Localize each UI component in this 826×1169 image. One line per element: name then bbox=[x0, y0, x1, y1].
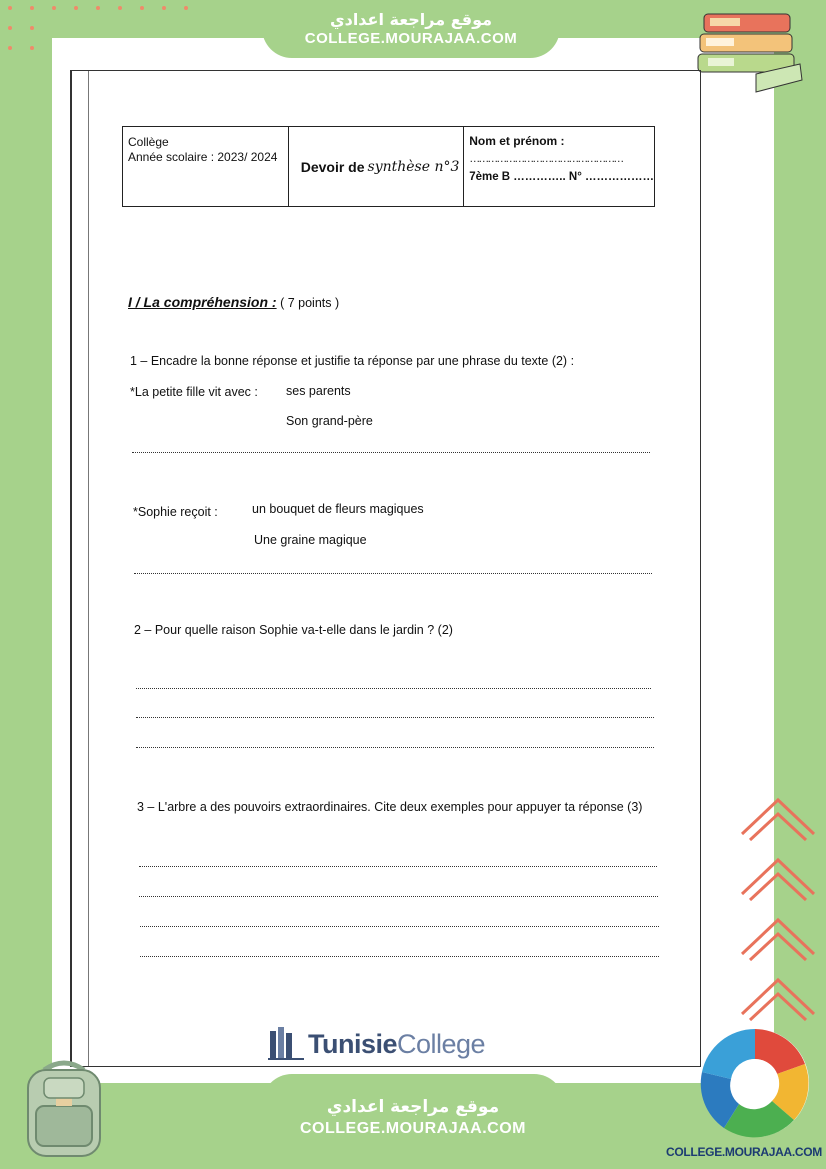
sheet-inner-edge bbox=[88, 71, 89, 1066]
education-wheel-icon bbox=[694, 1024, 816, 1142]
logo-text-part1: Tunisie bbox=[308, 1028, 398, 1059]
q2-answer-line-1[interactable] bbox=[136, 688, 651, 689]
logo-text-part2: College bbox=[397, 1028, 486, 1059]
name-field-dots[interactable]: …………………………………………… bbox=[469, 153, 623, 165]
q1-item-1-prompt: *La petite fille vit avec : bbox=[130, 385, 258, 399]
decorative-dot bbox=[74, 6, 78, 10]
header-banner bbox=[262, 0, 560, 58]
question-1-text: 1 – Encadre la bonne réponse et justifie ta réponse par une phrase du texte (2) : bbox=[130, 354, 575, 368]
decorative-dot bbox=[8, 46, 12, 50]
q1-item-2-option-2[interactable]: Une graine magique bbox=[254, 533, 367, 547]
section-title: I / La compréhension : bbox=[128, 294, 277, 310]
tunisie-college-logo bbox=[268, 1024, 485, 1064]
q2-answer-line-2[interactable] bbox=[136, 717, 654, 718]
q1-item-1-option-1[interactable]: ses parents bbox=[286, 384, 351, 398]
footer-banner bbox=[262, 1074, 564, 1169]
section-points: ( 7 points ) bbox=[280, 296, 340, 310]
q1-item-2-answer-line[interactable] bbox=[134, 573, 652, 574]
question-2-text: 2 – Pour quelle raison Sophie va-t-elle dans le jardin ? (2) bbox=[134, 623, 453, 637]
decorative-dot bbox=[140, 6, 144, 10]
q3-answer-line-4[interactable] bbox=[140, 956, 659, 957]
school-cell bbox=[123, 127, 289, 206]
q1-item-1-answer-line[interactable] bbox=[132, 452, 650, 453]
decorative-dot bbox=[184, 6, 188, 10]
decorative-dot bbox=[30, 46, 34, 50]
decorative-dot bbox=[8, 6, 12, 10]
q3-answer-line-1[interactable] bbox=[139, 866, 657, 867]
decorative-dot bbox=[8, 26, 12, 30]
school-year: Année scolaire : 2023/ 2024 bbox=[128, 150, 278, 164]
exam-title-handwritten: synthèse n°3 bbox=[367, 158, 460, 175]
class-number-line[interactable]: 7ème B ………….. N° ……………… bbox=[469, 171, 654, 183]
footer-arabic-title: موقع مراجعة اعدادي bbox=[326, 1097, 500, 1117]
q1-item-1-option-2[interactable]: Son grand-père bbox=[286, 414, 373, 428]
decorative-dot bbox=[52, 6, 56, 10]
exam-title: Devoir de bbox=[300, 158, 365, 175]
header-arabic-title: موقع مراجعة اعدادي bbox=[329, 10, 493, 29]
q3-answer-line-3[interactable] bbox=[140, 926, 659, 927]
question-3-text: 3 – L'arbre a des pouvoirs extraordinaires. Cite deux exemples pour appuyer ta réponse (3) bbox=[137, 800, 643, 814]
decorative-dot bbox=[162, 6, 166, 10]
decorative-dot bbox=[30, 6, 34, 10]
footer-site-link[interactable]: COLLEGE.MOURAJAA.COM bbox=[300, 1120, 526, 1137]
chevron-up-decoration-icon bbox=[738, 790, 818, 1030]
q3-answer-line-2[interactable] bbox=[139, 896, 658, 897]
q2-answer-line-3[interactable] bbox=[136, 747, 654, 748]
section-heading bbox=[128, 294, 339, 310]
header-site-link[interactable]: COLLEGE.MOURAJAA.COM bbox=[304, 30, 518, 47]
backpack-icon bbox=[14, 1056, 114, 1160]
name-label: Nom et prénom : bbox=[469, 134, 565, 148]
exam-sheet-border bbox=[70, 70, 701, 1067]
decorative-dot bbox=[96, 6, 100, 10]
books-icon bbox=[696, 10, 806, 96]
exam-header-table bbox=[122, 126, 655, 207]
book-logo-icon bbox=[268, 1027, 304, 1061]
exam-title-cell bbox=[289, 127, 465, 206]
student-info-cell bbox=[464, 127, 654, 206]
brand-site-text[interactable]: COLLEGE.MOURAJAA.COM bbox=[666, 1145, 823, 1159]
decorative-dot bbox=[30, 26, 34, 30]
q1-item-2-prompt: *Sophie reçoit : bbox=[133, 505, 218, 519]
school-label: Collège bbox=[128, 135, 169, 149]
q1-item-2-option-1[interactable]: un bouquet de fleurs magiques bbox=[252, 502, 424, 516]
decorative-dot bbox=[118, 6, 122, 10]
